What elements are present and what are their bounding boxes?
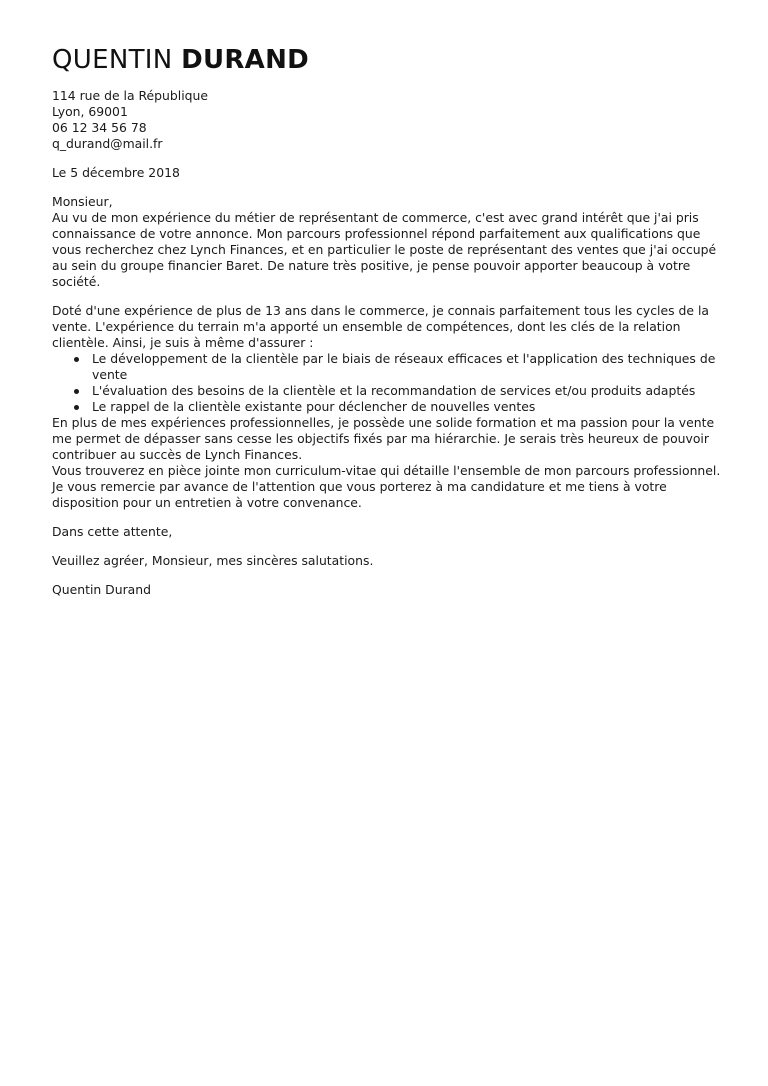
letter-page: [52, 44, 732, 598]
sender-address: [52, 88, 732, 152]
paragraph-intro: Au vu de mon expérience du métier de représentant de commerce, c'est avec grand intérêt que j'ai pris connaissance de votre annonce. Mon parcours professionnel répond parfaitement aux qualifications que vous recherchez chez Lynch Finances, et en particulier le poste de représentant des ventes que j'ai occupé au sein du groupe financier Baret. De nature très positive, je pense pouvoir apporter beaucoup à votre société.: [52, 210, 717, 289]
closing-line: Dans cette attente,: [52, 524, 173, 539]
address-city: Lyon, 69001: [52, 104, 128, 119]
sender-name: [52, 44, 732, 76]
paragraph-cv: Vous trouverez en pièce jointe mon curriculum-vitae qui détaille l'ensemble de mon parcours professionnel.: [52, 463, 721, 478]
list-item: [92, 351, 732, 383]
last-name: DURAND: [181, 45, 310, 75]
address-email: q_durand@mail.fr: [52, 136, 163, 151]
skills-list: [52, 351, 732, 415]
paragraph-training: En plus de mes expériences professionnelles, je possède une solide formation et ma passion pour la vente me permet de dépasser sans cesse les objectifs fixés par ma hiérarchie. Je serais très heureux de pouvoir contribuer au succès de Lynch Finances.: [52, 415, 715, 462]
letter-date: Le 5 décembre 2018: [52, 165, 180, 180]
bullet-icon: [74, 357, 79, 362]
list-item: [92, 383, 732, 399]
salutation: Monsieur,: [52, 194, 113, 209]
paragraph-thanks: Je vous remercie par avance de l'attention que vous porterez à ma candidature et me tiens à votre disposition pour un entretien à votre convenance.: [52, 479, 667, 510]
regards: Veuillez agréer, Monsieur, mes sincères salutations.: [52, 553, 374, 568]
signature: Quentin Durand: [52, 582, 151, 597]
list-item-text: Le développement de la clientèle par le biais de réseaux efficaces et l'application des techniques de vente: [92, 351, 716, 382]
bullet-icon: [74, 405, 79, 410]
bullet-icon: [74, 389, 79, 394]
paragraph-experience-block: [52, 303, 732, 415]
list-item: [92, 399, 732, 415]
list-item-text: Le rappel de la clientèle existante pour déclencher de nouvelles ventes: [92, 399, 536, 414]
paragraph-experience: Doté d'une expérience de plus de 13 ans dans le commerce, je connais parfaitement tous les cycles de la vente. L'expérience du terrain m'a apporté un ensemble de compétences, dont les clés de la relation clientèle. Ainsi, je suis à même d'assurer :: [52, 303, 709, 350]
address-phone: 06 12 34 56 78: [52, 120, 147, 135]
list-item-text: L'évaluation des besoins de la clientèle et la recommandation de services et/ou produits adaptés: [92, 383, 696, 398]
address-street: 114 rue de la République: [52, 88, 208, 103]
first-name: QUENTIN: [52, 45, 173, 75]
